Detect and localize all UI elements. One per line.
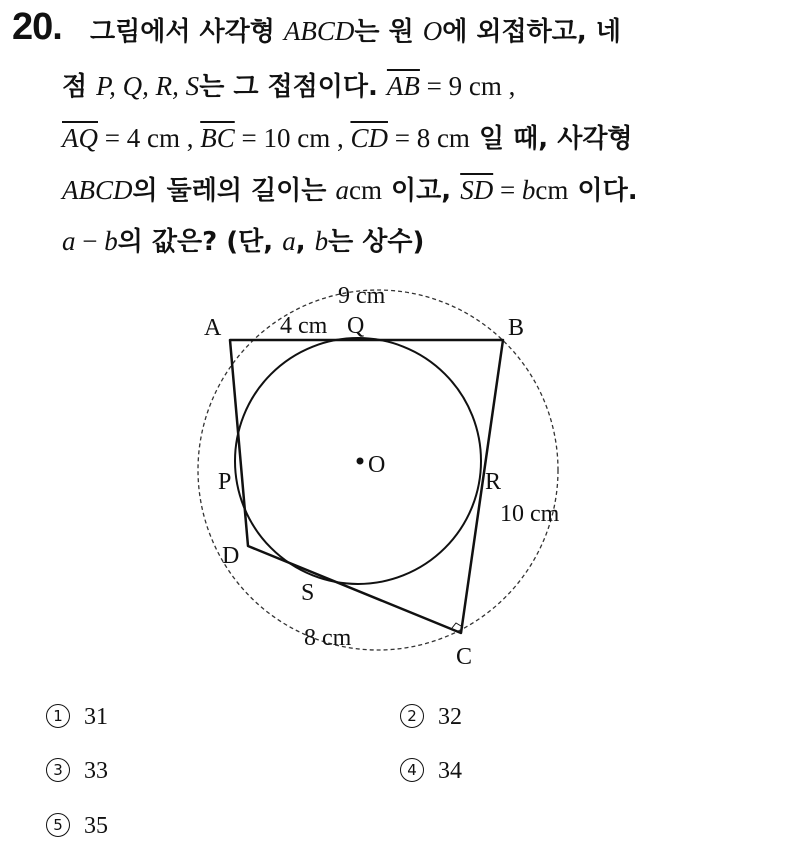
choice-number-1: 1 <box>46 704 70 728</box>
measure-cd: 8 cm <box>304 625 352 651</box>
question-text: 는 원 <box>354 17 423 47</box>
label-p: P <box>218 469 232 495</box>
question-text: 의 값은? (단, <box>117 227 283 257</box>
math-minus: − <box>75 226 105 256</box>
label-o: O <box>368 452 386 478</box>
measure-aq: 4 cm <box>280 313 328 339</box>
choice-2[interactable] <box>400 704 462 731</box>
question-text: 이고, <box>381 176 461 206</box>
math-ab-segment: $\overline{AB}$ <box>386 71 420 101</box>
quadrilateral-abcd <box>230 340 503 633</box>
question-text: 는 상수) <box>328 227 425 257</box>
math-equals: = <box>493 175 522 205</box>
measure-ab: 9 cm <box>338 283 386 309</box>
label-s: S <box>301 580 315 606</box>
choice-value: 34 <box>438 758 462 784</box>
choice-4[interactable] <box>400 758 462 785</box>
choice-1[interactable] <box>46 704 108 731</box>
choice-number-4: 4 <box>400 758 424 782</box>
question-text: , <box>295 227 315 257</box>
choice-3[interactable] <box>46 758 108 785</box>
choice-value: 32 <box>438 704 462 730</box>
math-a: a <box>335 175 349 205</box>
choice-value: 35 <box>84 813 108 839</box>
choice-number-5: 5 <box>46 813 70 837</box>
math-bc-value: = 10 cm , <box>234 123 351 153</box>
label-c: C <box>456 644 473 670</box>
center-point <box>357 458 364 465</box>
math-abcd: ABCD <box>62 175 133 205</box>
question-text: 의 둘레의 길이는 <box>132 176 336 206</box>
question-text: 그림에서 사각형 <box>90 17 284 47</box>
math-cd-value: = 8 cm <box>387 123 470 153</box>
math-b: b <box>104 226 118 256</box>
math-abcd: ABCD <box>283 16 355 46</box>
question-text: 이다. <box>568 176 638 206</box>
question-text: 점 <box>62 72 97 102</box>
choice-5[interactable] <box>46 813 108 840</box>
math-a: a <box>62 226 76 256</box>
math-cd-segment: $\overline{CD}$ <box>350 123 388 153</box>
choice-value: 33 <box>84 758 108 784</box>
math-o: O <box>422 16 443 46</box>
question-text: 는 그 접점이다. <box>199 72 387 102</box>
math-b: b <box>521 175 536 205</box>
math-ab-value: = 9 cm , <box>419 71 516 101</box>
math-cm: cm <box>535 175 569 205</box>
question-text: 일 때, 사각형 <box>469 124 633 154</box>
math-sd-segment: $\overline{SD}$ <box>460 175 494 205</box>
label-a: A <box>204 315 222 341</box>
label-r: R <box>485 469 502 495</box>
math-aq-segment: $\overline{AQ}$ <box>62 123 98 153</box>
choice-number-3: 3 <box>46 758 70 782</box>
choice-value: 31 <box>84 704 108 730</box>
question-number: 20. <box>12 6 62 48</box>
math-a: a <box>282 226 296 256</box>
angle-mark-c <box>452 623 461 628</box>
math-cm: cm <box>348 175 382 205</box>
math-bc-segment: $\overline{BC}$ <box>200 123 235 153</box>
measure-bc: 10 cm <box>500 501 560 527</box>
math-aq-value: = 4 cm , <box>98 123 201 153</box>
label-b: B <box>508 315 525 341</box>
choice-number-2: 2 <box>400 704 424 728</box>
label-d: D <box>222 543 240 569</box>
label-q: Q <box>347 313 365 339</box>
math-pqrs: P, Q, R, S <box>96 71 200 101</box>
math-b: b <box>314 226 329 256</box>
question-text: 에 외접하고, 네 <box>442 17 621 47</box>
